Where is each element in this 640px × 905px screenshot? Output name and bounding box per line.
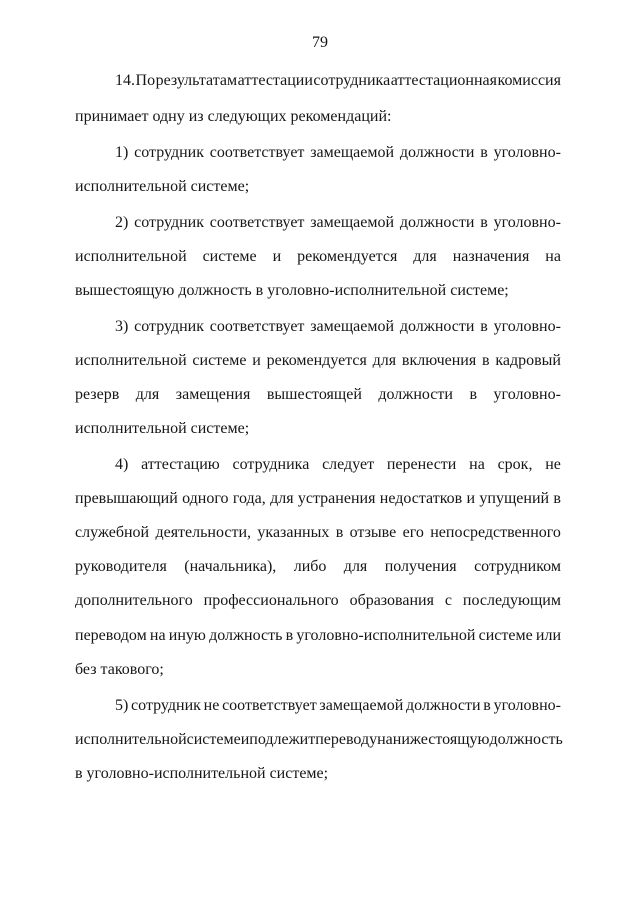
item-3-line-3: резерв для замещения вышестоящей должности в уголовно- [75,386,561,403]
item-5-line-1: 5) сотрудник не соответствует замещаемой должности в уголовно- [115,697,561,714]
paragraph-14-line-2: принимает одну из следующих рекомендаций: [75,108,392,125]
item-4-line-3: служебной деятельности, указанных в отзыве его непосредственного [75,524,561,541]
paragraph-14-line-1: 14. По результатам аттестации сотрудника аттестационная комиссия [115,72,561,89]
item-3-line-2: исполнительной системе и рекомендуется для включения в кадровый [75,352,561,369]
item-2-line-1: 2) сотрудник соответствует замещаемой должности в уголовно- [115,214,561,231]
item-2-line-2: исполнительной системе и рекомендуется для назначения на [75,248,561,265]
item-1-line-2: исполнительной системе; [75,178,250,195]
item-4-line-1: 4) аттестацию сотрудника следует перенести на срок, не [115,456,561,473]
item-4-line-7: без такового; [75,661,164,678]
item-3-line-4: исполнительной системе; [75,420,250,437]
item-5-line-3: в уголовно-исполнительной системе; [75,765,329,782]
item-2-line-3: вышестоящую должность в уголовно-исполнительной системе; [75,282,509,299]
item-4-line-5: дополнительного профессионального образования с последующим [75,592,561,609]
item-4-line-2: превышающий одного года, для устранения недостатков и упущений в [75,490,561,507]
item-1-line-1: 1) сотрудник соответствует замещаемой должности в уголовно- [115,144,561,161]
item-4-line-4: руководителя (начальника), либо для получения сотрудником [75,558,561,575]
item-5-line-2: исполнительной системе и подлежит переводу на нижестоящую должность [75,731,563,748]
item-4-line-6: переводом на иную должность в уголовно-исполнительной системе или [75,627,561,644]
page-number: 79 [312,34,328,51]
item-3-line-1: 3) сотрудник соответствует замещаемой должности в уголовно- [115,318,561,335]
